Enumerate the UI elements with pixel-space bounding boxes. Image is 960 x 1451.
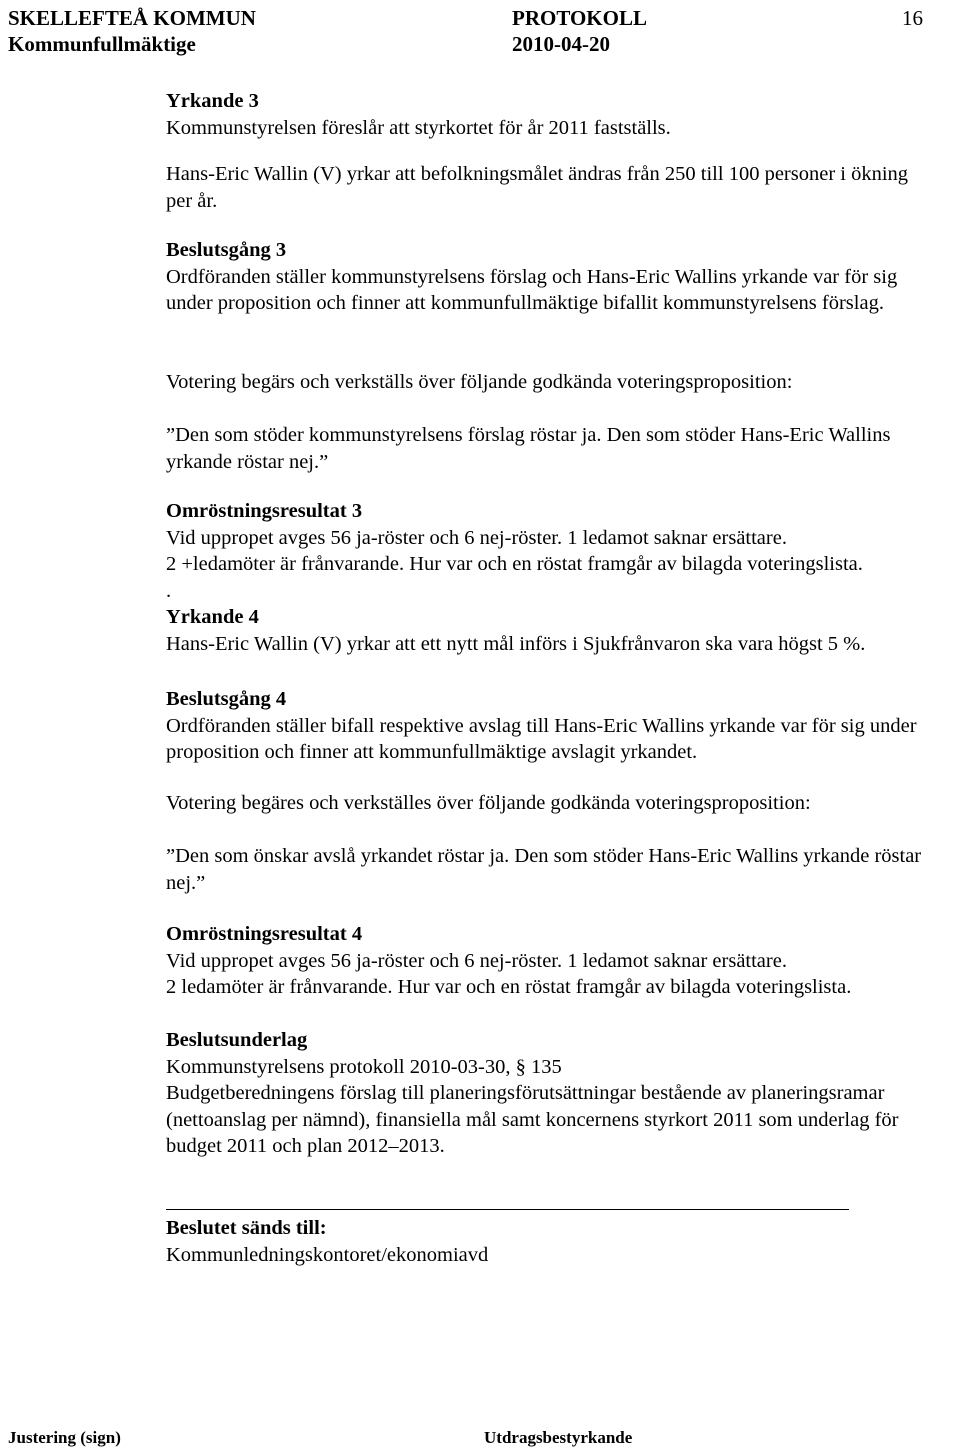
beslutsgang-4-text: Ordföranden ställer bifall respektive avslag till Hans-Eric Wallins yrkande var för sig under proposition och finner att kommunfullmäktige avslagit yrkandet. (166, 714, 917, 763)
section-omrostning-3 (166, 498, 926, 657)
yrkande-3-line1: Kommunstyrelsen föreslår att styrkortet för år 2011 fastställs. (166, 116, 671, 139)
omrostning-3-line2: 2 +ledamöter är frånvarande. Hur var och en röstat framgår av bilagda voteringslista. (166, 553, 863, 575)
beslutsgang-4-proposition (166, 843, 926, 896)
footer-justering: Justering (sign) (8, 1428, 121, 1447)
footer-utdragsbestyrkande: Utdragsbestyrkande (484, 1428, 633, 1447)
page-number: 16 (902, 6, 923, 30)
beslutsgang-3-heading: Beslutsgång 3 (166, 239, 287, 261)
section-beslutet-sands (166, 1215, 926, 1268)
omrostning-4-line2: 2 ledamöter är frånvarande. Hur var och en röstat framgår av bilagda voteringslista. (166, 976, 852, 998)
beslutsgang-4-heading: Beslutsgång 4 (166, 688, 287, 710)
beslutsunderlag-heading: Beslutsunderlag (166, 1029, 308, 1051)
beslutsgang-3-text: Ordföranden ställer kommunstyrelsens förslag och Hans-Eric Wallins yrkande var för sig under proposition och finner att kommunfullmäktige bifallit kommunstyrelsens förslag. (166, 265, 898, 314)
beslutsgang-4-proposition-text: ”Den som önskar avslå yrkandet röstar ja. Den som stöder Hans-Eric Wallins yrkande röstar nej.” (166, 845, 922, 894)
beslutsgang-3-votering (166, 369, 926, 396)
header-body: Kommunfullmäktige (8, 32, 196, 56)
yrkande-3-motion (166, 161, 926, 214)
beslutsgang-3-proposition (166, 422, 926, 475)
beslutsunderlag-line2: Budgetberedningens förslag till planeringsförutsättningar bestående av planeringsramar (nettoanslag per nämnd), finansiella mål samt koncernens styrkort 2011 som underlag för budget 2011 och plan 2012–2013. (166, 1082, 899, 1157)
header-date: 2010-04-20 (512, 32, 610, 56)
omrostning-3-heading: Omröstningsresultat 3 (166, 500, 363, 522)
yrkande-4-line1: Hans-Eric Wallin (V) yrkar att ett nytt mål införs i Sjukfrånvaron ska vara högst 5 %. (166, 632, 866, 655)
yrkande-3-line2: Hans-Eric Wallin (V) yrkar att befolkningsmålet ändras från 250 till 100 personer i ökning per år. (166, 163, 909, 212)
sands-heading: Beslutet sänds till: (166, 1217, 327, 1239)
omrostning-3-line1: Vid uppropet avges 56 ja-röster och 6 nej-röster. 1 ledamot saknar ersättare. (166, 526, 787, 549)
section-beslutsgang-4 (166, 686, 926, 766)
omrostning-3-dot: . (166, 579, 172, 602)
beslutsgang-3-votering-text: Votering begärs och verkställs över följande godkända voteringsproposition: (166, 371, 793, 393)
section-beslutsgang-3 (166, 237, 926, 317)
yrkande-4-heading: Yrkande 4 (166, 606, 259, 628)
section-yrkande-3 (166, 88, 926, 141)
beslutsgang-4-votering (166, 790, 926, 817)
sands-line1: Kommunledningskontoret/ekonomiavd (166, 1243, 489, 1266)
section-omrostning-4 (166, 921, 926, 1001)
separator-line (166, 1209, 849, 1210)
yrkande-3-heading: Yrkande 3 (166, 90, 259, 112)
beslutsunderlag-line1: Kommunstyrelsens protokoll 2010-03-30, § 135 (166, 1055, 562, 1078)
header-doc-type: PROTOKOLL (512, 6, 647, 30)
beslutsgang-3-proposition-text: ”Den som stöder kommunstyrelsens förslag röstar ja. Den som stöder Hans-Eric Wallins yrkande röstar nej.” (166, 424, 891, 473)
omrostning-4-heading: Omröstningsresultat 4 (166, 923, 363, 945)
section-beslutsunderlag (166, 1027, 926, 1160)
header-org: SKELLEFTEÅ KOMMUN (8, 6, 256, 30)
omrostning-4-line1: Vid uppropet avges 56 ja-röster och 6 nej-röster. 1 ledamot saknar ersättare. (166, 949, 787, 972)
beslutsgang-4-votering-text: Votering begäres och verkställes över följande godkända voteringsproposition: (166, 792, 811, 814)
